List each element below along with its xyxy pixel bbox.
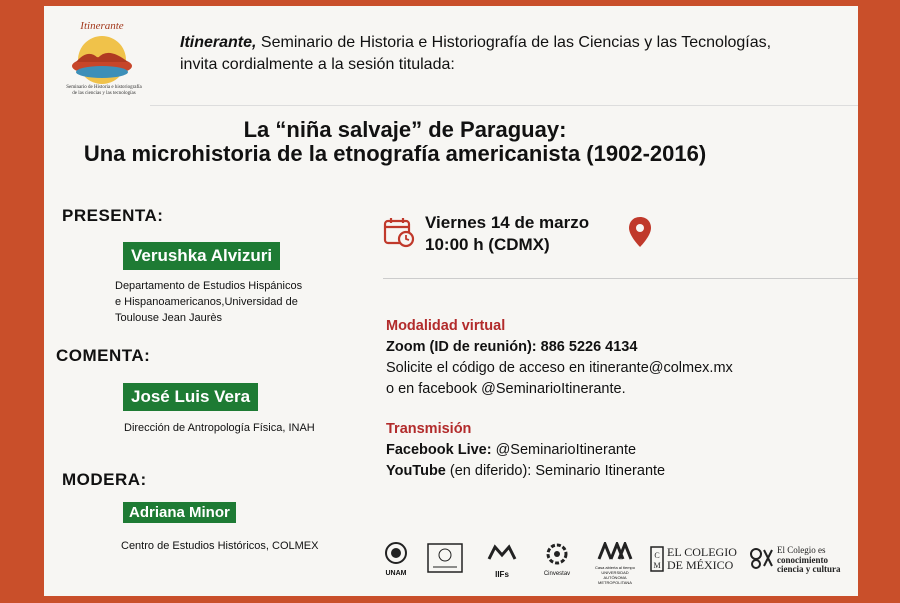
youtube-label: YouTube — [386, 463, 446, 479]
org-name: Itinerante, — [180, 34, 257, 51]
cinvestav-logo: Cinvestav — [540, 542, 574, 577]
youtube-value: (en diferido): Seminario Itinerante — [445, 463, 666, 479]
zoom-id: 886 5226 4134 — [536, 339, 638, 355]
svg-text:Itinerante: Itinerante — [80, 20, 124, 32]
moderator-affiliation: Centro de Estudios Históricos, COLMEX — [121, 540, 319, 552]
svg-text:M: M — [653, 561, 661, 570]
transmission-heading: Transmisión — [386, 421, 472, 437]
logo-caption: Seminario de Historia e historiografía de las ciencias y las tecnologías — [66, 85, 142, 96]
unam-logo: UNAM — [382, 541, 410, 577]
title-line1: La “niña salvaje” de Paraguay: — [243, 117, 567, 142]
facebook-live-value: @SeminarioItinerante — [491, 442, 637, 458]
modera-label: MODERA: — [62, 470, 147, 489]
intro-line2: invita cordialmente a la sesión titulada: — [180, 56, 455, 73]
transmission-section — [386, 419, 665, 482]
commentator-name: José Luis Vera — [123, 383, 258, 411]
commentator-affiliation: Dirección de Antropología Física, INAH — [124, 422, 315, 434]
access-code-line: Solicite el código de acceso en itinerante@colmex.mx — [386, 360, 733, 376]
colmex-logo — [650, 546, 664, 577]
virtual-heading: Modalidad virtual — [386, 318, 506, 334]
event-date: Viernes 14 de marzo — [425, 213, 590, 232]
intro-line1: Seminario de Historia e Historiografía de las Ciencias y las Tecnologías, — [256, 34, 772, 51]
presenter-name: Verushka Alvizuri — [123, 242, 280, 270]
zoom-label: Zoom (ID de reunión): — [386, 339, 537, 355]
iifs-logo: IIFs — [485, 543, 519, 579]
calendar-icon — [383, 216, 415, 253]
svg-text:C: C — [654, 551, 660, 560]
event-time: 10:00 h (CDMX) — [425, 235, 550, 254]
uam-logo: Casa abierta al tiempo UNIVERSIDAD AUTÓNOMA METROPOLITANA — [592, 542, 638, 585]
divider-middle — [383, 278, 858, 279]
virtual-section — [386, 316, 733, 400]
title-line2: Una microhistoria de la etnografía americanista (1902-2016) — [83, 141, 707, 166]
colmex-text: EL COLEGIO DE MÉXICO — [667, 545, 737, 572]
facebook-line: o en facebook @SeminarioItinerante. — [386, 381, 626, 397]
event-datetime — [425, 212, 589, 256]
comenta-label: COMENTA: — [56, 346, 151, 365]
session-title — [0, 118, 780, 166]
presenta-label: PRESENTA: — [62, 206, 164, 225]
intro-text — [180, 32, 840, 76]
colegio-symbol-icon — [748, 546, 774, 575]
presenter-affiliation: Departamento de Estudios Hispánicos e Hispanoamericanos,Universidad de Toulouse Jean Jaurès — [115, 280, 303, 324]
facebook-live-label: Facebook Live: — [386, 442, 492, 458]
colegio-tagline: El Colegio es conocimiento ciencia y cultura — [777, 545, 841, 574]
moderator-name: Adriana Minor — [123, 502, 236, 523]
instituto-logo — [427, 543, 463, 578]
location-pin-icon — [628, 216, 652, 253]
divider-top — [150, 105, 858, 106]
